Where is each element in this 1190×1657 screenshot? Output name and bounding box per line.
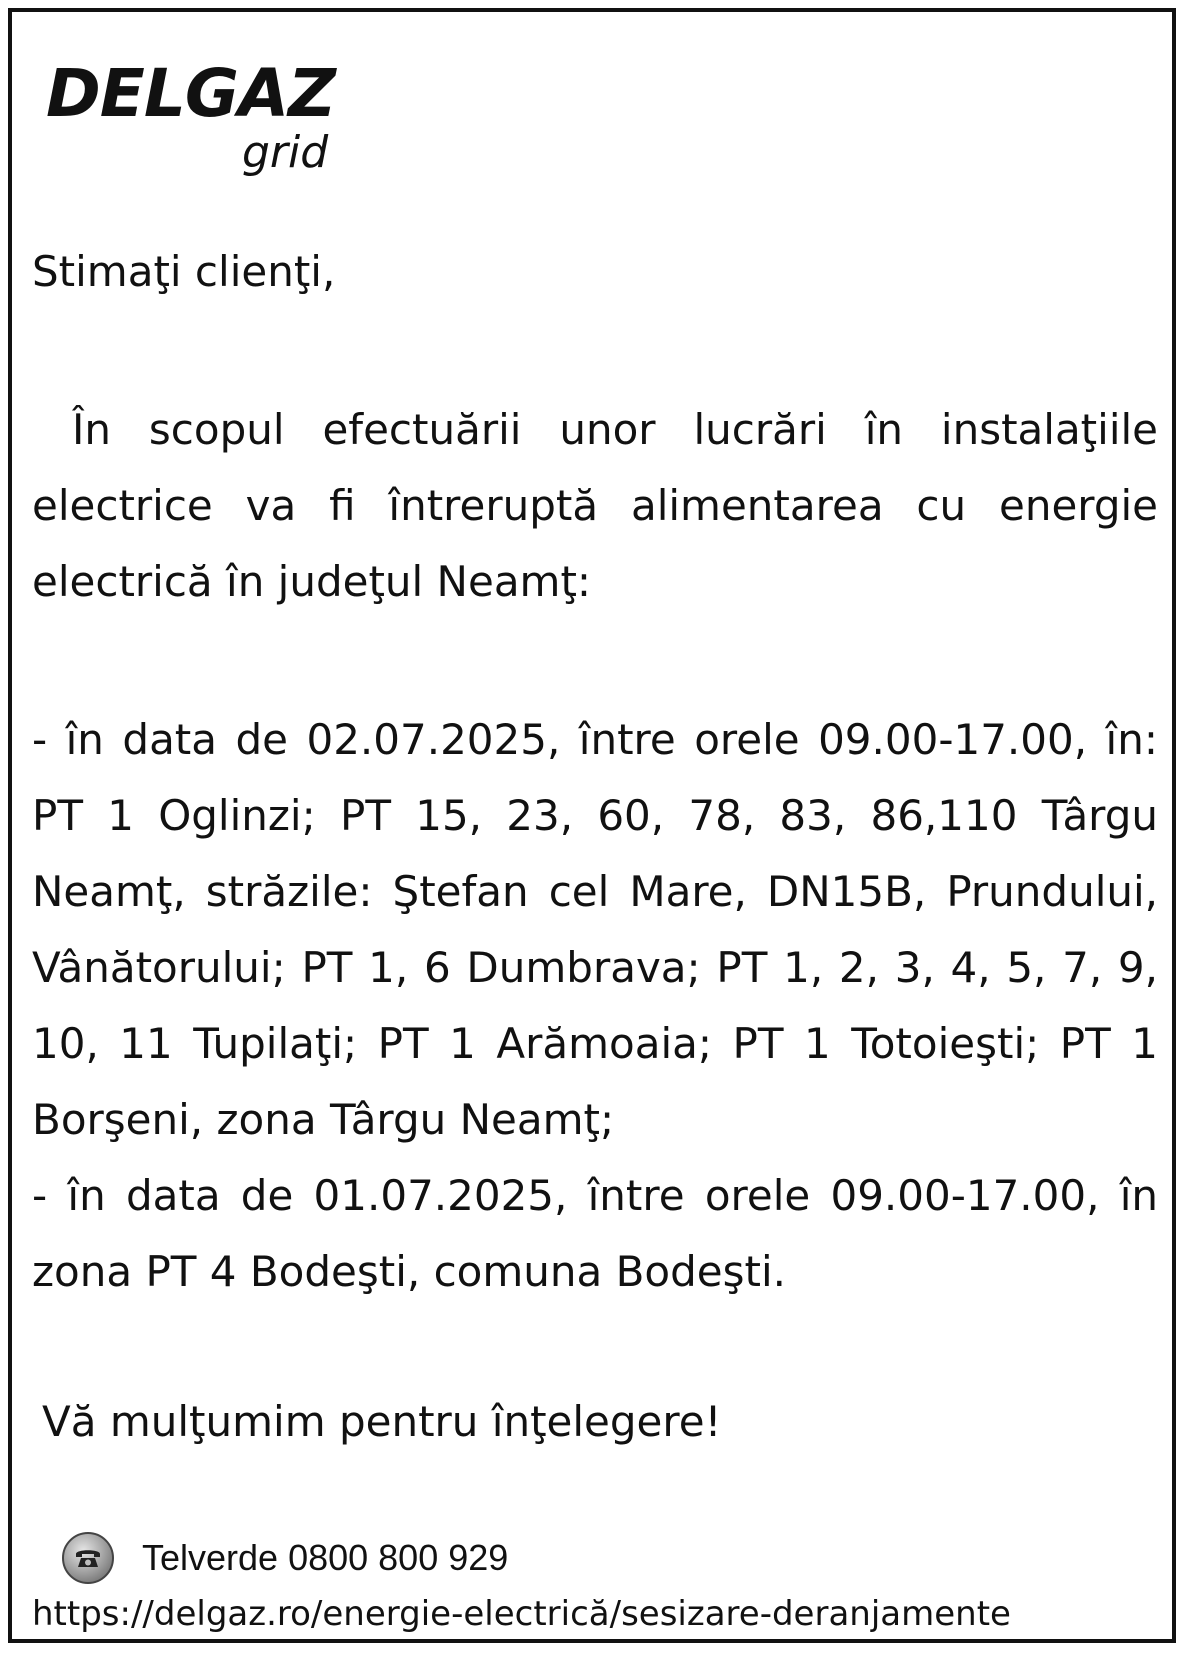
outage-schedule: [32, 702, 1158, 1310]
schedule-item: - în data de 02.07.2025, între orele 09.00-17.00, în: PT 1 Oglinzi; PT 15, 23, 60, 78, 83, 86,110 Târgu Neamţ, străzile: Ştefan cel Mare, DN15B, Prundului, Vânătorului; PT 1, 6 Dumbrava; PT 1, 2, 3, 4, 5, 7, 9, 10, 11 Tupilaţi; PT 1 Arămoaia; PT 1 Totoieşti; PT 1 Borşeni, zona Târgu Neamţ;: [32, 715, 1158, 1144]
salutation: Stimaţi clienţi,: [32, 247, 336, 296]
complaint-url[interactable]: https://delgaz.ro/energie-electrică/sesizare-deranjamente: [32, 1594, 1011, 1634]
logo-subtitle: grid: [242, 127, 329, 178]
notice-frame: [8, 8, 1176, 1643]
logo-wordmark: DELGAZ: [46, 55, 336, 132]
phone-contact: [62, 1530, 508, 1586]
delgaz-grid-logo: [46, 54, 366, 184]
intro-paragraph: În scopul efectuării unor lucrări în instalaţiile electrice va fi întreruptă alimentarea cu energie electrică în judeţul Neamţ:: [32, 405, 1158, 606]
thank-you-note: Vă mulţumim pentru înţelegere!: [42, 1397, 722, 1446]
phone-icon: [62, 1532, 114, 1584]
phone-number: Telverde 0800 800 929: [142, 1537, 509, 1578]
schedule-item: - în data de 01.07.2025, între orele 09.00-17.00, în zona PT 4 Bodeşti, comuna Bodeşti.: [32, 1171, 1158, 1296]
